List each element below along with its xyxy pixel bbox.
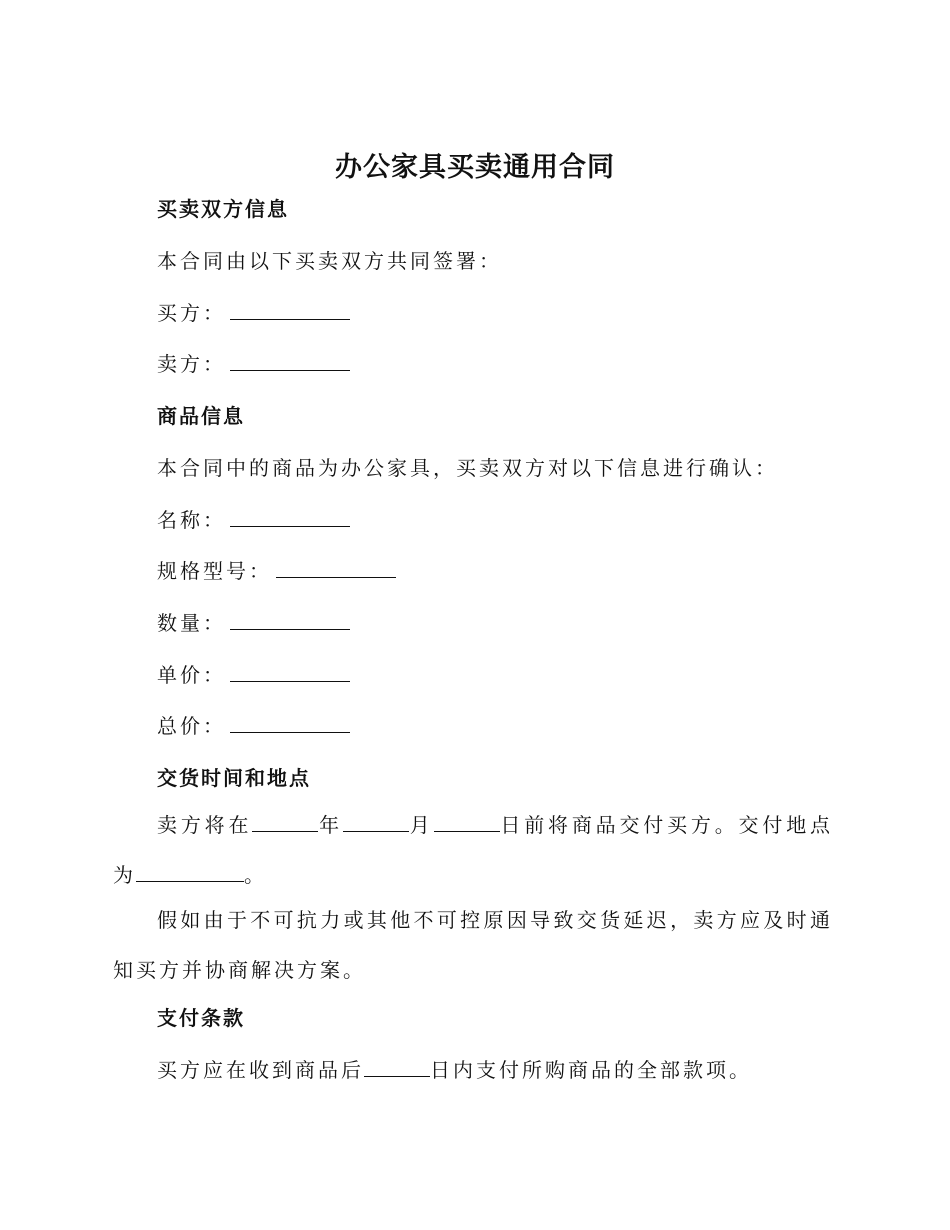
- document-title: 办公家具买卖通用合同: [335, 152, 615, 183]
- field-name: [157, 504, 350, 533]
- field-label: 单价：: [157, 663, 226, 687]
- field-label: 卖方：: [157, 352, 226, 376]
- blank-line: [230, 680, 350, 682]
- field-label: 买方：: [157, 301, 226, 325]
- blank-location: [136, 880, 244, 882]
- field-model: [157, 555, 396, 584]
- field-quantity: [157, 607, 350, 636]
- delivery-text: 日前将商品交付买方。交付地点为: [113, 813, 834, 887]
- field-label: 名称：: [157, 508, 226, 532]
- heading-delivery: 交货时间和地点: [157, 766, 311, 790]
- blank-year: [252, 830, 318, 832]
- blank-days: [364, 1075, 430, 1077]
- delivery-text: 年: [318, 813, 343, 837]
- heading-parties: 买卖双方信息: [157, 197, 289, 221]
- blank-line: [230, 731, 350, 733]
- parties-intro: 本合同由以下买卖双方共同签署：: [157, 249, 502, 273]
- field-label: 规格型号：: [157, 559, 272, 583]
- payment-text: 买方应在收到商品后: [157, 1058, 364, 1082]
- field-label: 数量：: [157, 611, 226, 635]
- delivery-paragraph: [113, 800, 833, 900]
- blank-line: [230, 628, 350, 630]
- blank-day: [434, 830, 500, 832]
- heading-payment: 支付条款: [157, 1006, 245, 1030]
- delivery-text: 。: [244, 863, 267, 887]
- blank-line: [230, 318, 350, 320]
- field-total-price: [157, 710, 350, 739]
- blank-line: [276, 576, 396, 578]
- heading-goods: 商品信息: [157, 404, 245, 428]
- field-seller: [157, 348, 350, 377]
- blank-line: [230, 525, 350, 527]
- delay-paragraph: 假如由于不可抗力或其他不可控原因导致交货延迟，卖方应及时通知买方并协商解决方案。: [113, 908, 833, 982]
- field-label: 总价：: [157, 714, 226, 738]
- payment-text: 日内支付所购商品的全部款项。: [430, 1058, 752, 1082]
- field-buyer: [157, 297, 350, 326]
- goods-intro: 本合同中的商品为办公家具，买卖双方对以下信息进行确认：: [157, 456, 778, 480]
- payment-paragraph: [157, 1054, 752, 1083]
- blank-month: [343, 830, 409, 832]
- field-unit-price: [157, 659, 350, 688]
- delivery-text: 卖方将在: [157, 813, 253, 837]
- blank-line: [230, 369, 350, 371]
- delivery-text: 月: [408, 813, 434, 837]
